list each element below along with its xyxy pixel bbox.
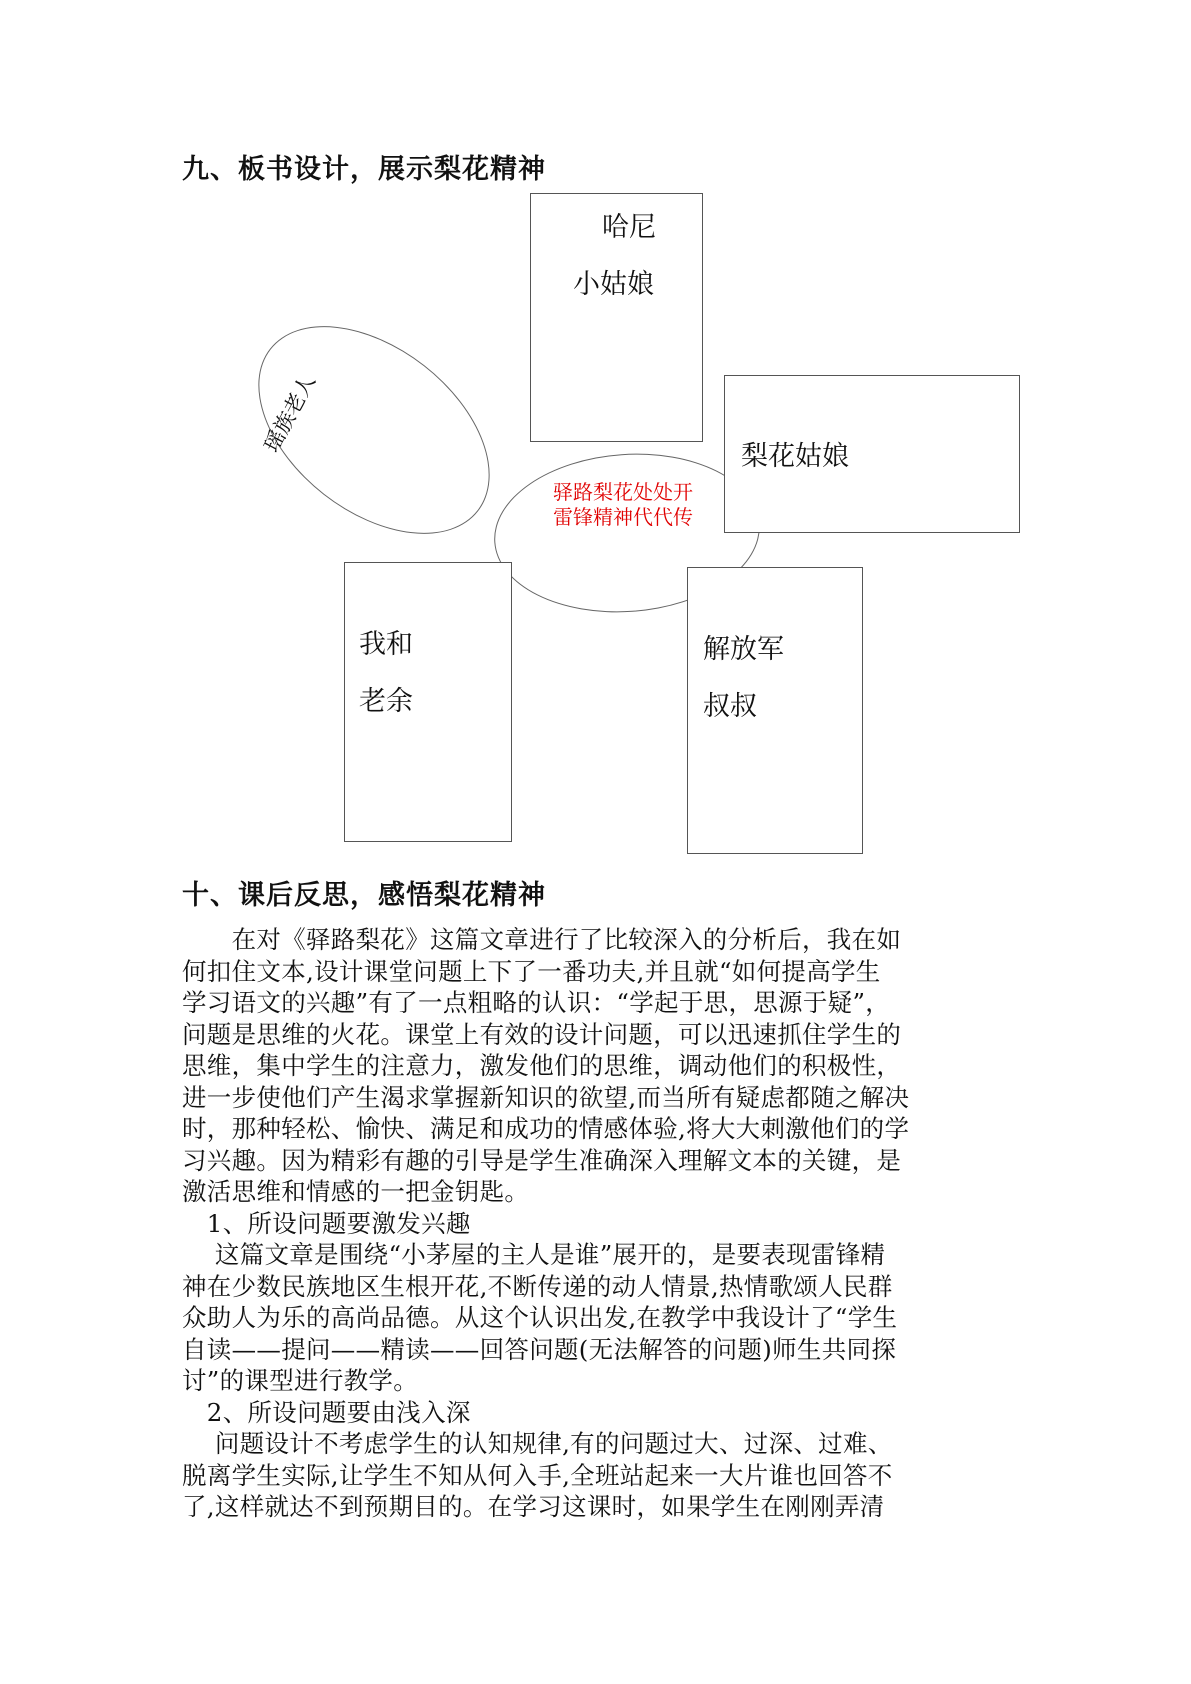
body-line: 这篇文章是围绕“小茅屋的主人是谁”展开的，是要表现雷锋精 — [182, 1240, 886, 1269]
body-line: 讨”的课型进行教学。 — [182, 1366, 419, 1395]
body-line: 问题设计不考虑学生的认知规律,有的问题过大、过深、过难、 — [182, 1429, 893, 1458]
body-line: 何扣住文本,设计课堂问题上下了一番功夫,并且就“如何提高学生 — [182, 956, 881, 986]
section-9-heading: 九、板书设计，展示梨花精神 — [182, 154, 546, 185]
body-line: 学习语文的兴趣”有了一点粗略的认识：“学起于思，思源于疑”， — [182, 988, 891, 1017]
box-hani-girl-line-2: 小姑娘 — [573, 269, 654, 300]
box-pla-uncle-line-2: 叔叔 — [703, 691, 757, 722]
body-line: 进一步使他们产生渴求掌握新知识的欲望,而当所有疑虑都随之解决 — [182, 1082, 910, 1112]
box-pear-girl-label: 梨花姑娘 — [741, 441, 849, 472]
box-me-and-laoyu-line-2: 老余 — [359, 686, 413, 717]
body-line: 神在少数民族地区生根开花,不断传递的动人情景,热情歌颂人民群 — [182, 1271, 893, 1301]
section-10-heading: 十、课后反思，感悟梨花精神 — [182, 880, 546, 911]
body-line: 自读——提问——精读——回答问题(无法解答的问题)师生共同探 — [182, 1334, 897, 1364]
body-line: 习兴趣。因为精彩有趣的引导是学生准确深入理解文本的关键，是 — [182, 1145, 902, 1175]
box-hani-girl-line-1: 哈尼 — [602, 212, 656, 243]
body-line: 问题是思维的火花。课堂上有效的设计问题，可以迅速抓住学生的 — [182, 1019, 902, 1049]
yao-elder-label: 瑶族老人 — [259, 370, 321, 457]
reflection-body — [182, 924, 1012, 1523]
body-line: 了,这样就达不到预期目的。在学习这课时，如果学生在刚刚弄清 — [182, 1492, 885, 1521]
body-line: 众助人为乐的高尚品德。从这个认识出发,在教学中我设计了“学生 — [182, 1303, 898, 1332]
body-line: 时，那种轻松、愉快、满足和成功的情感体验,将大大刺激他们的学 — [182, 1114, 910, 1143]
center-motto-line-2: 雷锋精神代代传 — [553, 505, 693, 529]
center-motto-line-1: 驿路梨花处处开 — [553, 480, 693, 504]
box-me-and-laoyu-line-1: 我和 — [359, 629, 413, 660]
body-line: 在对《驿路梨花》这篇文章进行了比较深入的分析后，我在如 — [182, 925, 902, 954]
box-pla-uncle-line-1: 解放军 — [703, 634, 784, 665]
subheading-interest: 1、所设问题要激发兴趣 — [182, 1208, 471, 1238]
subheading-progression: 2、所设问题要由浅入深 — [182, 1397, 471, 1427]
body-line: 激活思维和情感的一把金钥匙。 — [182, 1177, 530, 1206]
body-line: 思维，集中学生的注意力，激发他们的思维，调动他们的积极性， — [182, 1051, 902, 1080]
body-line: 脱离学生实际,让学生不知从何入手,全班站起来一大片谁也回答不 — [182, 1460, 893, 1490]
